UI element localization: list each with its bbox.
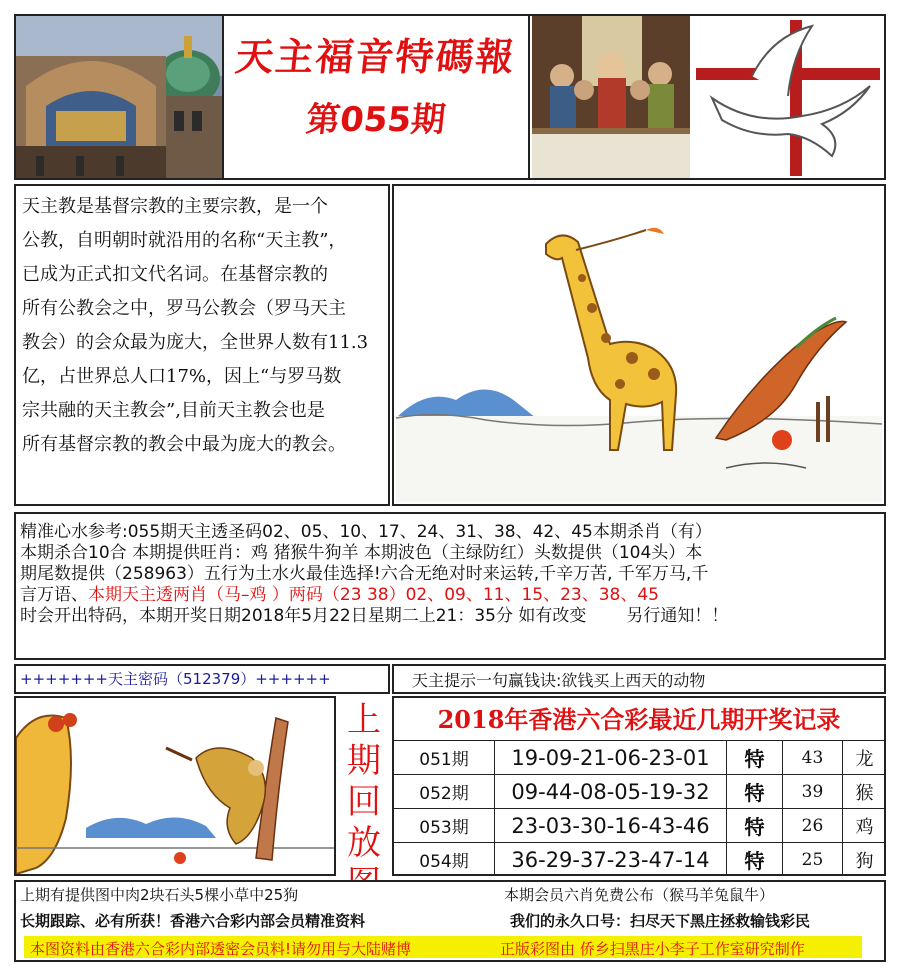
record-special: 43 bbox=[782, 741, 842, 774]
record-special: 39 bbox=[782, 775, 842, 808]
record-issue: 052期 bbox=[419, 784, 469, 804]
footer-line2-right: 我们的永久口号：扫尽天下黑庄拯救输钱彩民 bbox=[510, 912, 811, 930]
prediction-highlight: 本期天主透两肖（马–鸡 ）两码（23 38）02、09、11、15、23、38、45 bbox=[88, 585, 659, 605]
record-zodiac: 鸡 bbox=[842, 809, 886, 842]
painting-image bbox=[532, 16, 690, 178]
table-row bbox=[394, 842, 884, 876]
intro-line: 公教，自明朝时就沿用的名称“天主教”， bbox=[22, 230, 347, 251]
notice-text: 另行通知！！ bbox=[626, 606, 729, 626]
record-issue: 053期 bbox=[419, 818, 469, 838]
hint-text: 天主提示一句赢钱诀:欲钱买上西天的动物 bbox=[412, 671, 706, 690]
replay-char: 期 bbox=[347, 741, 381, 781]
monkey-illustration bbox=[16, 698, 334, 874]
replay-char: 放 bbox=[347, 823, 381, 863]
prediction-line: 精准心水参考:055期天主透圣码02、05、10、17、24、31、38、42、45本期杀肖（有） bbox=[20, 522, 712, 542]
record-zodiac: 狗 bbox=[842, 843, 886, 876]
footer-line2-left: 长期跟踪、必有所获！香港六合彩内部会员精准资料 bbox=[20, 912, 366, 930]
draw-date-text: 时会开出特码，本期开奖日期2018年5月22日星期二上21：35分 如有改变 bbox=[20, 606, 587, 626]
record-special-label: 特 bbox=[726, 809, 782, 842]
prediction-line: 本期杀合10合 本期提供旺肖：鸡 猪猴牛狗羊 本期波色（主绿防红）头数提供（104头）本 bbox=[20, 543, 703, 563]
header-divider-left bbox=[222, 14, 224, 180]
record-zodiac: 猴 bbox=[842, 775, 886, 808]
record-issue: 054期 bbox=[419, 852, 469, 872]
table-row bbox=[394, 808, 884, 842]
footer-line3-left: 本图资料由香港六合彩内部透密会员料!请勿用与大陆赌博 bbox=[30, 940, 412, 958]
giraffe-illustration bbox=[396, 188, 882, 502]
intro-line: 教会）的会众最为庞大，全世界人数有11.3 bbox=[22, 332, 369, 353]
record-numbers: 09-44-08-05-19-32 bbox=[494, 775, 726, 808]
record-special-label: 特 bbox=[726, 775, 782, 808]
replay-char: 上 bbox=[347, 700, 381, 740]
prediction-line bbox=[20, 606, 728, 627]
prediction-line: 期尾数提供（258963）五行为土水火最佳选择!六合无绝对时来运转,千辛万苦, 千军万马,千 bbox=[20, 564, 709, 584]
table-row bbox=[394, 774, 884, 808]
intro-line: 所有公教会之中，罗马公教会（罗马天主 bbox=[22, 298, 346, 319]
record-numbers: 19-09-21-06-23-01 bbox=[494, 741, 726, 774]
records-table bbox=[392, 696, 886, 876]
cross-dove-image bbox=[692, 16, 884, 178]
issue-number: 第055期 bbox=[304, 100, 448, 140]
intro-text bbox=[22, 190, 368, 462]
intro-line: 亿，占世界总人口17%，因上“与罗马数 bbox=[22, 366, 342, 387]
intro-line: 所有基督宗教的教会中最为庞大的教会。 bbox=[22, 434, 346, 455]
record-zodiac: 龙 bbox=[842, 741, 886, 774]
footer-line1-right: 本期会员六肖免费公布（猴马羊兔鼠牛） bbox=[504, 886, 775, 904]
records-title: 2018年香港六合彩最近几期开奖记录 bbox=[437, 705, 841, 734]
record-numbers: 23-03-30-16-43-46 bbox=[494, 809, 726, 842]
footer-line3-right: 正版彩图由 侨乡扫黑庄小李子工作室研究制作 bbox=[500, 940, 805, 958]
replay-label bbox=[338, 700, 390, 905]
cathedral-image bbox=[16, 16, 222, 178]
intro-line: 已成为正式扣文代名词。在基督宗教的 bbox=[22, 264, 328, 285]
intro-line: 天主教是基督宗教的主要宗教，是一个 bbox=[22, 196, 328, 217]
record-issue: 051期 bbox=[419, 750, 469, 770]
secret-code: +++++++天主密码（512379）++++++ bbox=[20, 670, 331, 688]
replay-char: 回 bbox=[347, 782, 381, 822]
record-numbers: 36-29-37-23-47-14 bbox=[494, 843, 726, 876]
page-title: 天主福音特碼報 bbox=[233, 35, 518, 79]
prediction-text bbox=[20, 522, 728, 627]
record-special: 25 bbox=[782, 843, 842, 876]
table-row bbox=[394, 740, 884, 774]
footer-line1-left: 上期有提供图中肉2块石头5棵小草中25狗 bbox=[20, 886, 299, 904]
header-divider-right bbox=[528, 14, 530, 180]
record-special-label: 特 bbox=[726, 843, 782, 876]
prediction-line bbox=[20, 585, 728, 606]
prediction-text-plain: 言万语、 bbox=[20, 585, 88, 605]
intro-line: 宗共融的天主教会”,目前天主教会也是 bbox=[22, 400, 325, 421]
record-special-label: 特 bbox=[726, 741, 782, 774]
record-special: 26 bbox=[782, 809, 842, 842]
